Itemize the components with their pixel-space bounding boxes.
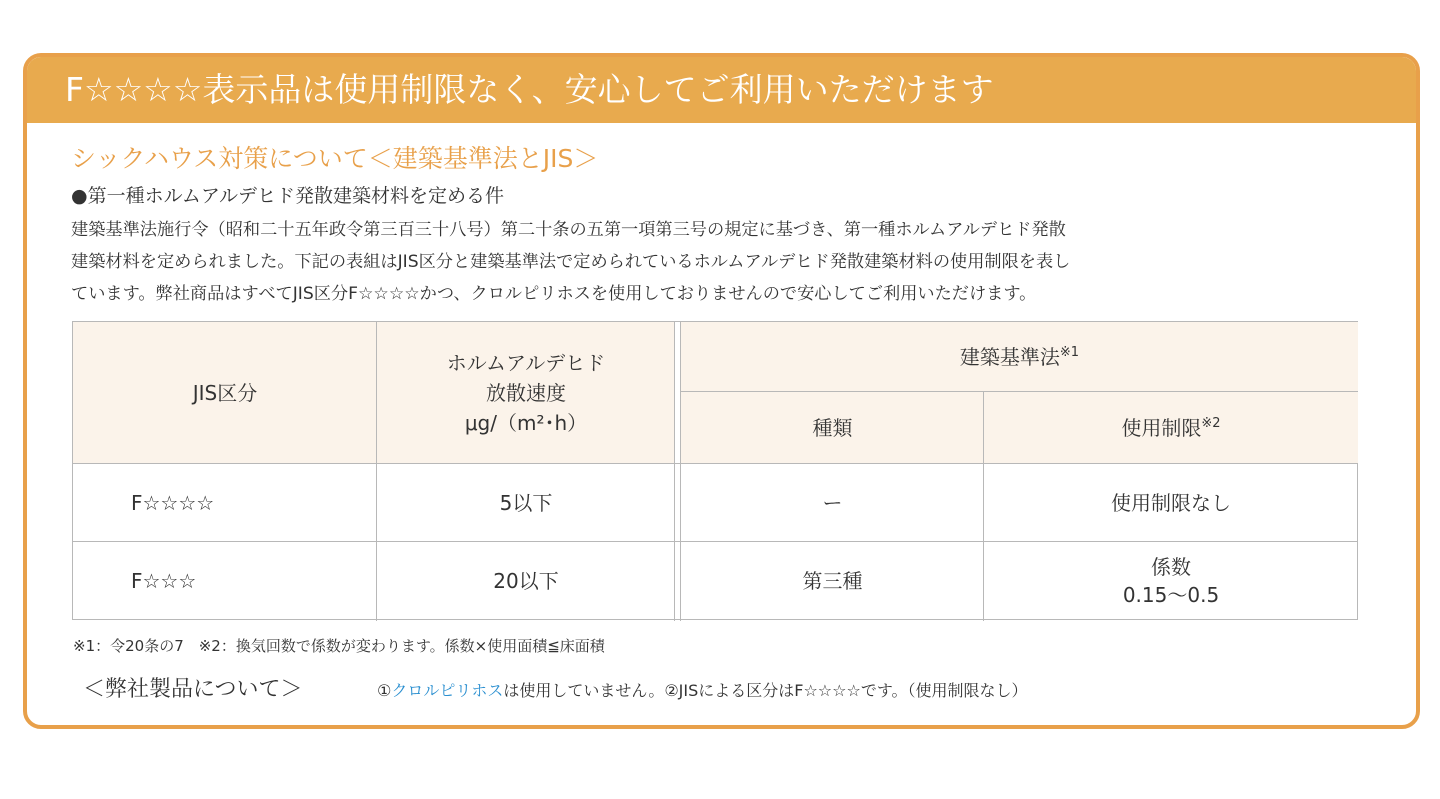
header-jis (73, 322, 377, 464)
table-row-2-jis (73, 542, 377, 620)
body-line: 建築材料を定められました。下記の表組はJIS区分と建築基準法で定められているホルムアルデヒド発散建築材料の使用制限を表し (71, 252, 1071, 272)
table-row-2-limit (984, 542, 1358, 620)
row-1-emission-label: 5以下 (499, 491, 553, 515)
body-paragraph (71, 214, 1371, 310)
regulation-table (72, 321, 1358, 620)
panel-header: F☆☆☆☆表示品は使用制限なく、安心してご利用いただけます (27, 57, 1416, 123)
header-type (681, 392, 984, 464)
section-title: シックハウス対策について＜建築基準法とJIS＞ (71, 144, 599, 173)
table-divider (376, 322, 377, 621)
header-emission (377, 322, 675, 464)
row-1-type-label: ー (822, 491, 843, 515)
table-divider (73, 541, 1358, 542)
header-jis-label: JIS区分 (192, 381, 258, 405)
header-emission-line1: ホルムアルデヒド (446, 351, 606, 375)
row-1-limit-label: 使用制限なし (1111, 491, 1231, 515)
row-2-type-label: 第三種 (802, 569, 863, 593)
body-line: 建築基準法施行令（昭和二十五年政令第三百三十八号）第二十条の五第一項第三号の規定に基づき、第一種ホルムアルデヒド発散 (71, 220, 1066, 240)
table-row-1-emission (377, 464, 675, 542)
table-divider (681, 391, 1358, 392)
header-law (681, 322, 1358, 392)
table-row-1-jis (73, 464, 377, 542)
header-limit-note: ※2 (1201, 416, 1221, 431)
header-emission-line2: 放散速度 (486, 381, 566, 405)
header-law-label: 建築基準法 (959, 345, 1060, 369)
row-2-emission-label: 20以下 (493, 569, 559, 593)
product-text-prefix: ① (377, 681, 392, 700)
table-row-2-emission (377, 542, 675, 620)
header-type-label: 種類 (812, 416, 853, 440)
table-divider (983, 392, 984, 621)
table-divider (680, 322, 681, 621)
table-divider (674, 322, 675, 621)
chlorpyrifos-link[interactable]: クロルピリホス (391, 681, 504, 700)
row-2-limit-line1: 係数 (1151, 555, 1191, 579)
footnote: ※1：令20条の7 ※2：換気回数で係数が変わります。係数×使用面積≦床面積 (73, 637, 605, 655)
product-text (377, 678, 1028, 701)
header-law-note: ※1 (1059, 345, 1080, 360)
header-emission-unit: μg/（m²･h） (464, 411, 588, 435)
subhead: ●第一種ホルムアルデヒド発散建築材料を定める件 (71, 185, 505, 207)
row-2-limit-line2: 0.15〜0.5 (1122, 583, 1220, 607)
product-title: ＜弊社製品について＞ (83, 677, 303, 702)
row-1-jis-label: F☆☆☆☆ (131, 491, 215, 515)
product-text-suffix: は使用していません。②JISによる区分はF☆☆☆☆です。（使用制限なし） (503, 681, 1028, 700)
info-panel (23, 53, 1420, 729)
body-line: ています。弊社商品はすべてJIS区分F☆☆☆☆かつ、クロルピリホスを使用しておりませんので安心してご利用いただけます。 (71, 284, 1037, 304)
table-row-1-limit (984, 464, 1358, 542)
header-limit (984, 392, 1358, 464)
header-limit-label: 使用制限 (1121, 416, 1202, 440)
row-2-jis-label: F☆☆☆ (131, 569, 197, 593)
table-row-2-type (681, 542, 984, 620)
table-row-1-type (681, 464, 984, 542)
table-divider (73, 463, 1358, 464)
